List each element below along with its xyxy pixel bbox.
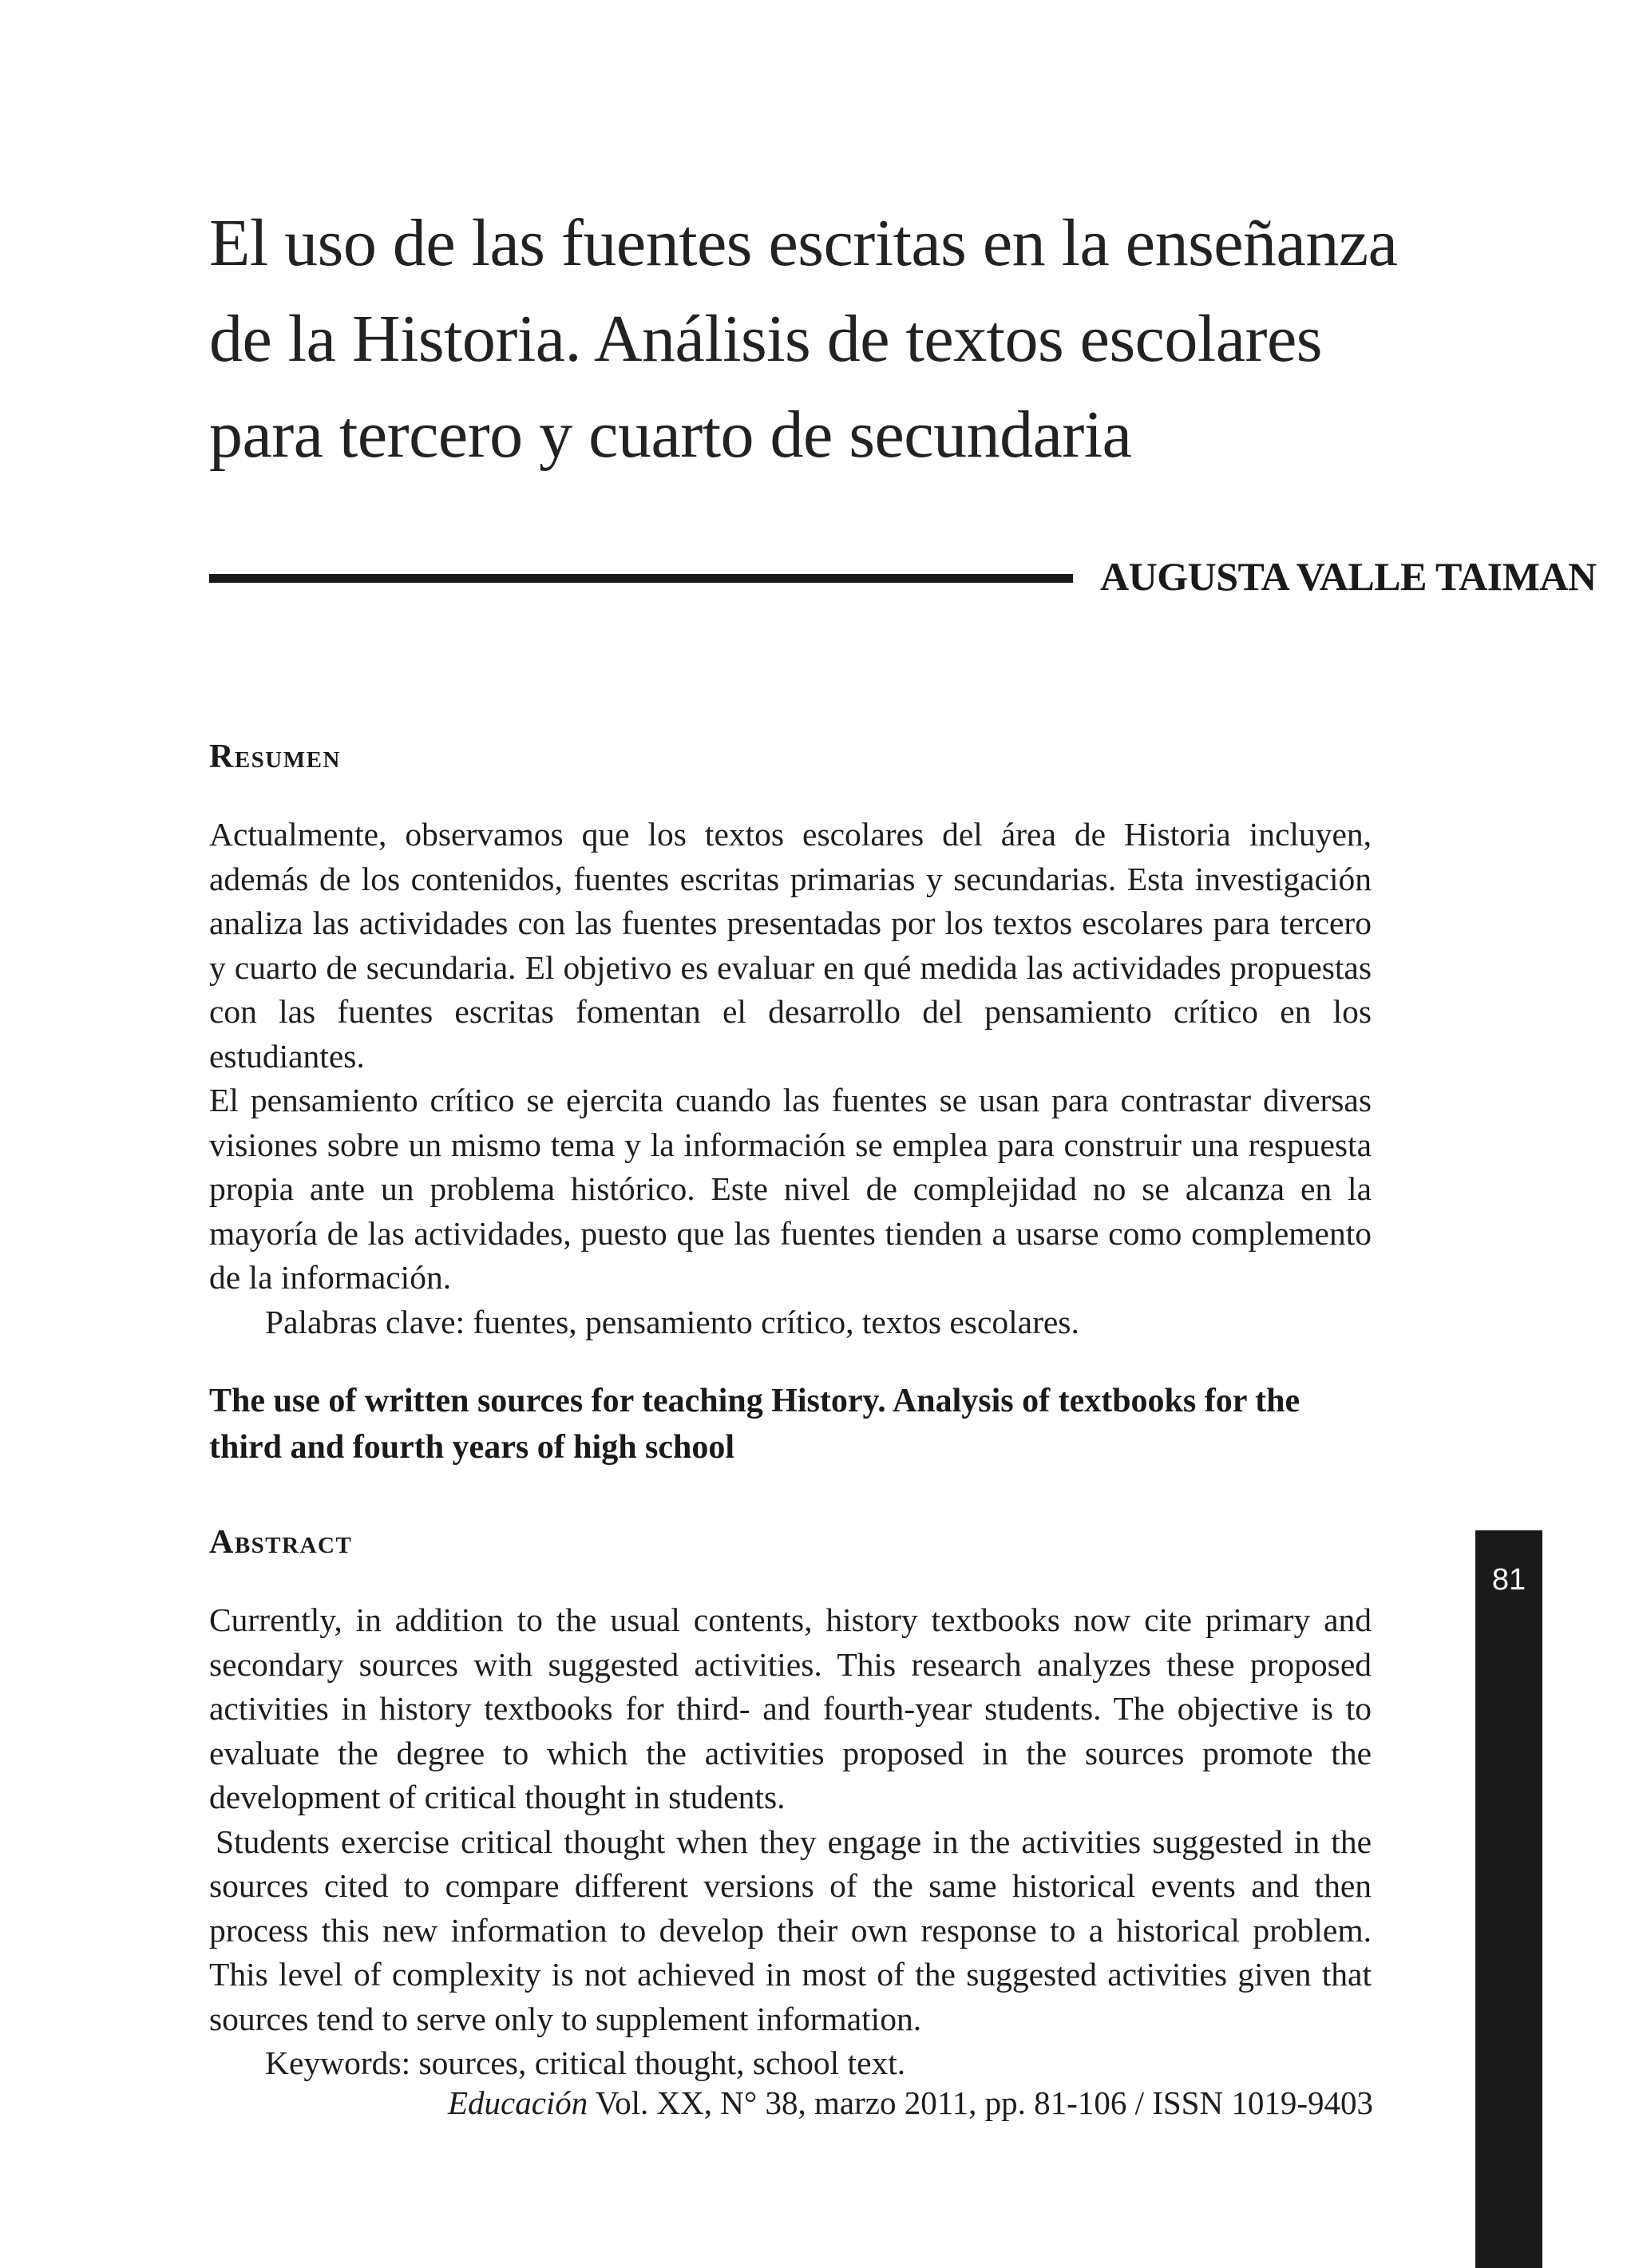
resumen-body (209, 813, 1372, 1344)
journal-citation-footer (447, 2082, 1373, 2124)
page-number-tab (1475, 1530, 1542, 2268)
abstract-keywords: Keywords: sources, critical thought, school text. (265, 2044, 906, 2081)
citation-details: Vol. XX, N° 38, marzo 2011, pp. 81-106 / ISSN 1019-9403 (588, 2084, 1373, 2121)
abstract-paragraph-2: Students exercise critical thought when they engage in the activities suggested in the sources cited to compare different versions of the same historical events and then process this new information to develop their own response to a historical problem. This level of complexity is not achieved in most of the suggested activities given that sources tend to serve only to supplement information. (209, 1823, 1372, 2037)
author-name: AUGUSTA VALLE TAIMAN (1100, 554, 1597, 599)
title-line-1: El uso de las fuentes escritas en la enseñanza (209, 206, 1398, 280)
english-title: The use of written sources for teaching History. Analysis of textbooks for the third and fourth years of high school (209, 1383, 1300, 1466)
article-title (209, 196, 1423, 483)
title-line-2: de la Historia. Análisis de textos escolares (209, 302, 1322, 376)
abstract-heading: Abstract (209, 1524, 353, 1561)
resumen-paragraph-2: El pensamiento crítico se ejercita cuando las fuentes se usan para contrastar diversas visiones sobre un mismo tema y la información se emplea para construir una respuesta propia ante un problema histórico. Este nivel de complejidad no se alcanza en la mayoría de las actividades, puesto que las fuentes tienden a usarse como complemento de la información. (209, 1082, 1372, 1296)
title-line-3: para tercero y cuarto de secundaria (209, 398, 1132, 472)
page-number: 81 (1491, 1563, 1526, 1597)
resumen-paragraph-1: Actualmente, observamos que los textos escolares del área de Historia incluyen, además de los contenidos, fuentes escritas primarias y secundarias. Esta investigación analiza las actividades con las fuentes presentadas por los textos escolares para tercero y cuarto de secundaria. El objetivo es evaluar en qué medida las actividades propuestas con las fuentes escritas fomentan el desarrollo del pensamiento crítico en los estudiantes. (209, 816, 1372, 1075)
journal-name: Educación (447, 2084, 588, 2121)
abstract-paragraph-1: Currently, in addition to the usual contents, history textbooks now cite primary and secondary sources with suggested activities. This research analyzes these proposed activities in history textbooks for third- and fourth-year students. The objective is to evaluate the degree to which the activities proposed in the sources promote the development of critical thought in students. (209, 1601, 1372, 1815)
abstract-body (209, 1598, 1372, 2086)
resumen-heading: Resumen (209, 738, 341, 775)
resumen-keywords: Palabras clave: fuentes, pensamiento crítico, textos escolares. (265, 1303, 1079, 1340)
title-divider-rule (209, 574, 1073, 583)
